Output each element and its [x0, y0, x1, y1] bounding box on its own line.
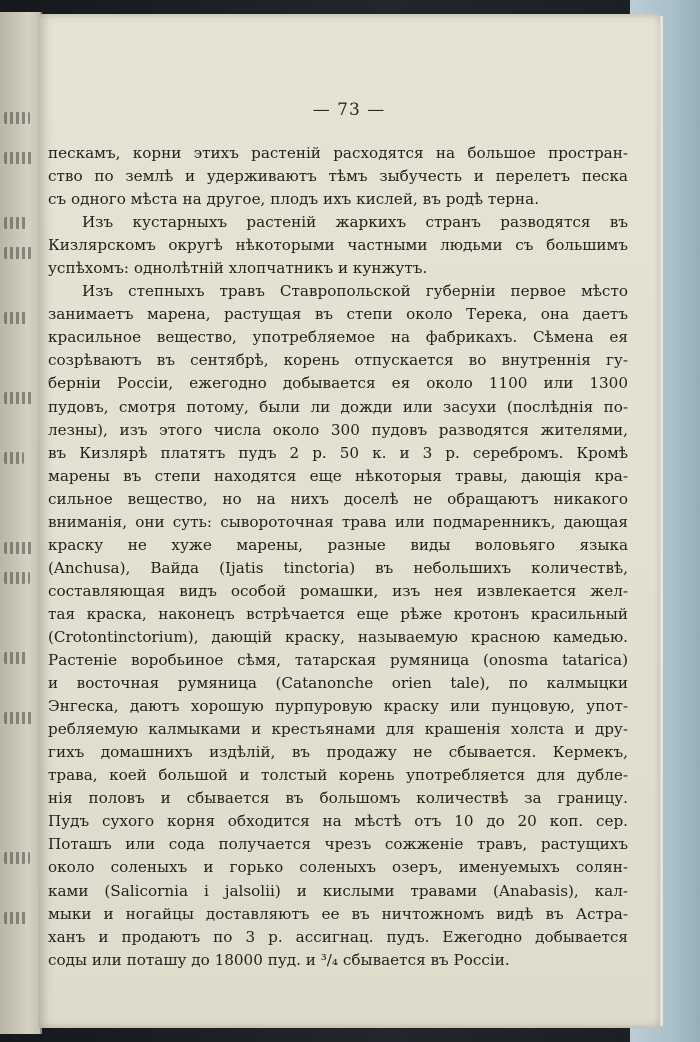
text-line: нiя половъ и сбывается въ большомъ количествѣ за границу. — [48, 789, 628, 808]
text-line: мыки и ногайцы доставляютъ ее въ ничтожномъ видѣ въ Астра- — [48, 904, 628, 923]
text-line: пудовъ, смотря потому, были ли дожди или засухи (послѣднiя по- — [48, 397, 628, 416]
text-line: ками (Salicornia i jalsolii) и кислыми травами (Anabasis), кал- — [48, 881, 628, 900]
text-line: ство по землѣ и удерживаютъ тѣмъ зыбучесть и перелетъ песка — [48, 167, 628, 186]
text-line: (Crotontinctorium), дающiй краску, называемую красною камедью. — [48, 627, 628, 646]
text-line: успѣхомъ: однолѣтнiй хлопчатникъ и кунжутъ. — [48, 259, 428, 278]
text-line: красильное вещество, употребляемое на фабрикахъ. Сѣмена ея — [48, 328, 628, 347]
text-line: соды или поташу до 18000 пуд. и ³/₄ сбывается въ Россiи. — [48, 950, 510, 969]
text-line: Изъ степныхъ травъ Ставропольской губернiи первое мѣсто — [82, 282, 628, 301]
text-line: Растенiе воробьиное сѣмя, татарская румяница (onosma tatarica) — [48, 651, 628, 670]
text-line: созрѣваютъ въ сентябрѣ, корень отпускается во внутреннiя гу- — [48, 351, 628, 370]
text-line: около соленыхъ и горько соленыхъ озеръ, именуемыхъ солян- — [48, 858, 628, 877]
text-line: ребляемую калмыками и крестьянами для крашенiя холста и дру- — [48, 720, 628, 739]
text-line: и восточная румяница (Catanonche orien tale), по калмыцки — [48, 674, 628, 693]
text-line: съ одного мѣста на другое, плодъ ихъ кислей, въ родѣ терна. — [48, 190, 540, 209]
text-line: гихъ домашнихъ издѣлiй, въ продажу не сбывается. Кермекъ, — [48, 743, 628, 762]
text-line: лезны), изъ этого числа около 300 пудовъ разводятся жителями, — [48, 420, 628, 439]
text-line: марены въ степи находятся еще нѣкоторыя травы, дающiя кра- — [48, 466, 628, 485]
text-line: краску не хуже марены, разные виды воловьяго языка — [48, 535, 628, 554]
text-line: трава, коей большой и толстый корень употребляется для дубле- — [48, 766, 628, 785]
text-line: сильное вещество, но на нихъ доселѣ не обращаютъ никакого — [48, 489, 628, 508]
text-line: тая краска, наконецъ встрѣчается еще рѣже кротонъ красильный — [48, 604, 628, 623]
page-number: — 73 — — [312, 100, 386, 120]
text-line: вниманiя, они суть: сывороточная трава или подмаренникъ, дающая — [48, 512, 628, 531]
text-line: Кизлярскомъ округѣ нѣкоторыми частными людьми съ большимъ — [48, 236, 628, 255]
text-line: занимаетъ марена, растущая въ степи около Терека, она даетъ — [48, 305, 628, 324]
previous-page-edge — [0, 12, 42, 1034]
text-line: пескамъ, корни этихъ растенiй расходятся на большое простран- — [48, 144, 628, 162]
text-line: въ Кизлярѣ платятъ пудъ 2 р. 50 к. и 3 р. серебромъ. Кромѣ — [48, 443, 628, 462]
body-text — [48, 142, 628, 972]
text-line: (Anchusa), Вайда (Ijatis tinctoria) въ небольшихъ количествѣ, — [48, 558, 628, 577]
text-line: составляющая видъ особой ромашки, изъ нея извлекается жел- — [48, 581, 628, 600]
text-line: Изъ кустарныхъ растенiй жаркихъ странъ разводятся въ — [82, 213, 628, 232]
text-line: ханъ и продаютъ по 3 р. ассигнац. пудъ. Ежегодно добывается — [48, 927, 628, 946]
text-line: Энгеска, даютъ хорошую пурпуровую краску или пунцовую, упот- — [48, 697, 628, 716]
text-line: бернiи Россiи, ежегодно добывается ея около 1100 или 1300 — [48, 374, 628, 393]
text-line: Поташъ или сода получается чрезъ сожженiе травъ, растущихъ — [48, 835, 628, 854]
text-line: Пудъ сухого корня обходится на мѣстѣ отъ 10 до 20 коп. сер. — [48, 812, 628, 831]
book-page — [38, 14, 660, 1028]
